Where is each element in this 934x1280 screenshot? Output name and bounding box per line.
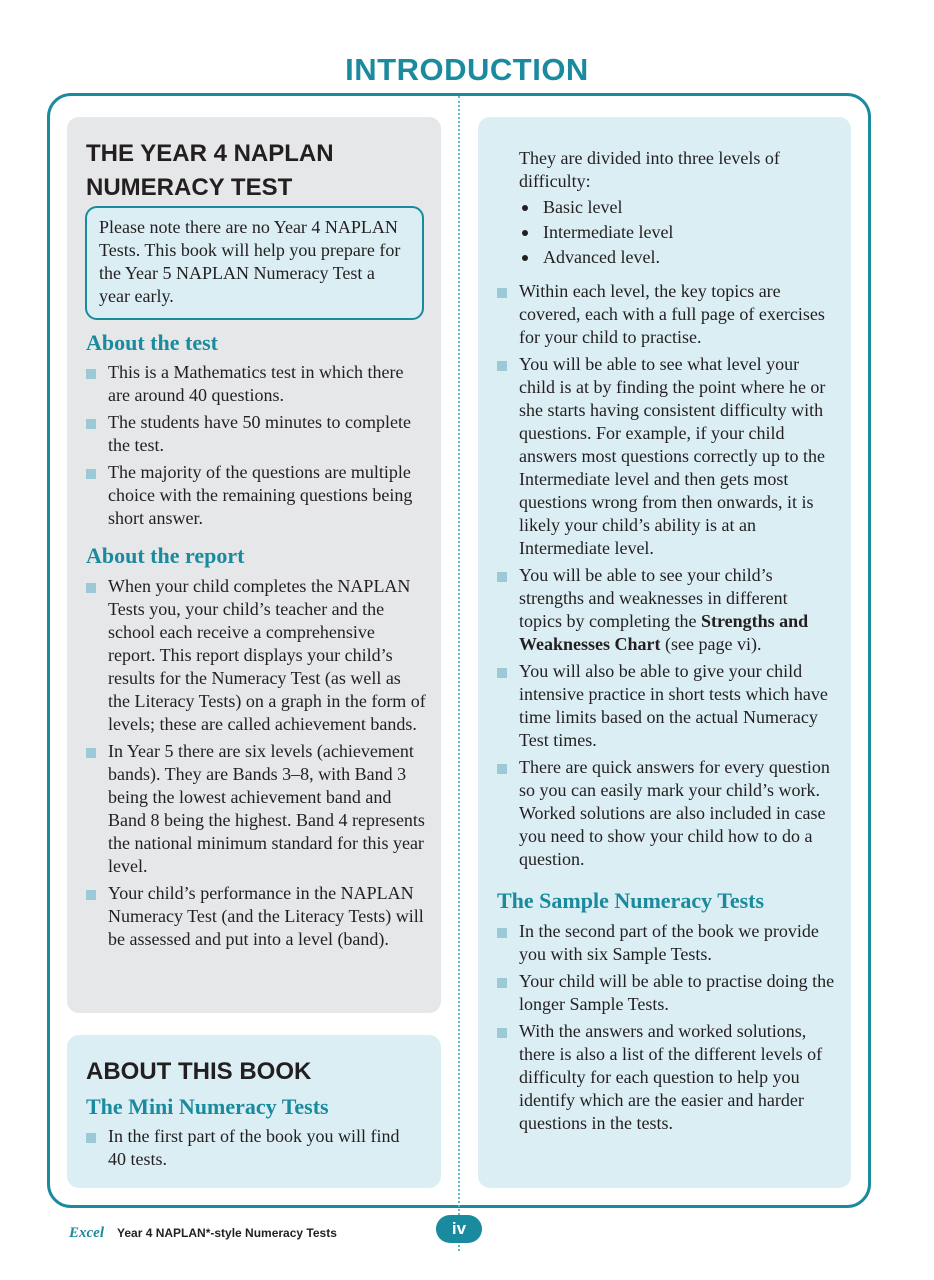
column-divider — [458, 96, 460, 1251]
bullet-square-icon — [497, 572, 507, 582]
list-item — [497, 280, 833, 349]
list-item-text: You will be able to see what level your child is at by finding the point where he or she starts having consistent difficulty with questions. For example, if your child answers most questions correctly up to the Intermediate level and then gets most questions wrong from then onwards, it is likely your child’s ability is at an Intermediate level. — [519, 354, 826, 558]
list-item — [86, 461, 416, 530]
list-item-text: When your child completes the NAPLAN Tests you, your child’s teacher and the school each receive a comprehensive report. This report displays your child’s results for the Numeracy Test (as well as the Literacy Tests) on a graph in the form of levels; these are called achievement bands. — [108, 576, 426, 734]
list-item — [519, 220, 819, 245]
page-title: INTRODUCTION — [345, 52, 589, 87]
list-item-text: Your child will be able to practise doing the longer Sample Tests. — [519, 971, 835, 1014]
naplan-heading-line1: THE YEAR 4 NAPLAN — [86, 140, 334, 167]
levels-intro: They are divided into three levels of difficulty: — [519, 148, 780, 191]
bullet-square-icon — [86, 469, 96, 479]
list-item-text: (see page vi). — [660, 634, 762, 654]
bullet-square-icon — [86, 583, 96, 593]
bullet-square-icon — [86, 369, 96, 379]
list-item — [86, 361, 416, 407]
list-item — [497, 353, 833, 560]
bullet-dot-icon — [522, 255, 528, 261]
list-item — [497, 970, 837, 1016]
list-item — [86, 575, 426, 736]
about-book-heading: ABOUT THIS BOOK — [86, 1058, 312, 1085]
strengths-chart-reference: Strengths and Weaknesses Chart — [519, 611, 809, 654]
footer-brand: Excel — [69, 1225, 104, 1241]
list-item-text: Advanced level. — [543, 247, 660, 267]
list-item-text: Within each level, the key topics are covered, each with a full page of exercises for your child to practise. — [519, 281, 825, 347]
list-item-text: Your child’s performance in the NAPLAN Numeracy Test (and the Literacy Tests) will be assessed and put into a level (band). — [108, 883, 424, 949]
list-item-text: In the second part of the book we provide you with six Sample Tests. — [519, 921, 819, 964]
list-item — [497, 920, 837, 966]
page-number-badge: iv — [436, 1215, 482, 1243]
bullet-square-icon — [497, 668, 507, 678]
list-item — [497, 564, 833, 656]
bullet-square-icon — [86, 748, 96, 758]
footer-book-title: Year 4 NAPLAN*-style Numeracy Tests — [117, 1226, 337, 1240]
list-item — [519, 245, 819, 270]
bullet-dot-icon — [522, 230, 528, 236]
list-item — [86, 740, 426, 878]
list-item-text: In Year 5 there are six levels (achievement bands). They are Bands 3–8, with Band 3 being the lowest achievement band and Band 8 being the highest. Band 4 represents the national minimum standard for this year level. — [108, 741, 425, 876]
list-item-text: This is a Mathematics test in which there are around 40 questions. — [108, 362, 404, 405]
bullet-dot-icon — [522, 205, 528, 211]
list-item-text: The students have 50 minutes to complete the test. — [108, 412, 411, 455]
levels-list — [519, 195, 819, 270]
about-report-list — [86, 575, 426, 955]
mini-tests-list — [86, 1125, 416, 1175]
bullet-square-icon — [86, 890, 96, 900]
list-item-text: You will be able to see your child’s strengths and weaknesses in different topics by completing the — [519, 565, 788, 631]
list-item-text: You will also be able to give your child intensive practice in short tests which have time limits based on the actual Numeracy Test times. — [519, 661, 828, 750]
list-item-text: In the first part of the book you will find 40 tests. — [108, 1126, 400, 1169]
sample-tests-heading: The Sample Numeracy Tests — [497, 888, 765, 913]
mini-tests-heading: The Mini Numeracy Tests — [86, 1094, 329, 1119]
list-item-text: Basic level — [543, 197, 623, 217]
bullet-square-icon — [497, 764, 507, 774]
about-test-list — [86, 361, 416, 534]
bullet-square-icon — [497, 361, 507, 371]
list-item — [86, 1125, 416, 1171]
list-item — [497, 660, 833, 752]
list-item-text: With the answers and worked solutions, there is also a list of the different levels of difficulty for each question to help you identify which are the easier and harder questions in the tests. — [519, 1021, 823, 1133]
list-item-text: Intermediate level — [543, 222, 674, 242]
note-box: Please note there are no Year 4 NAPLAN Tests. This book will help you prepare for the Year 5 NAPLAN Numeracy Test a year early. — [85, 206, 424, 320]
bullet-square-icon — [497, 928, 507, 938]
bullet-square-icon — [497, 978, 507, 988]
bullet-square-icon — [497, 288, 507, 298]
bullet-square-icon — [86, 1133, 96, 1143]
list-item — [86, 411, 416, 457]
bullet-square-icon — [497, 1028, 507, 1038]
bullet-square-icon — [86, 419, 96, 429]
list-item — [497, 756, 833, 871]
right-info-list — [497, 280, 833, 875]
about-test-heading: About the test — [86, 330, 218, 355]
list-item — [497, 1020, 837, 1135]
about-report-heading: About the report — [86, 543, 245, 568]
naplan-heading-line2: NUMERACY TEST — [86, 174, 293, 201]
list-item — [86, 882, 426, 951]
list-item-text: The majority of the questions are multiple choice with the remaining questions being short answer. — [108, 462, 413, 528]
list-item — [519, 195, 819, 220]
list-item-text: There are quick answers for every question so you can easily mark your child’s work. Worked solutions are also included in case you need to show your child how to do a question. — [519, 757, 830, 869]
sample-tests-list — [497, 920, 837, 1139]
